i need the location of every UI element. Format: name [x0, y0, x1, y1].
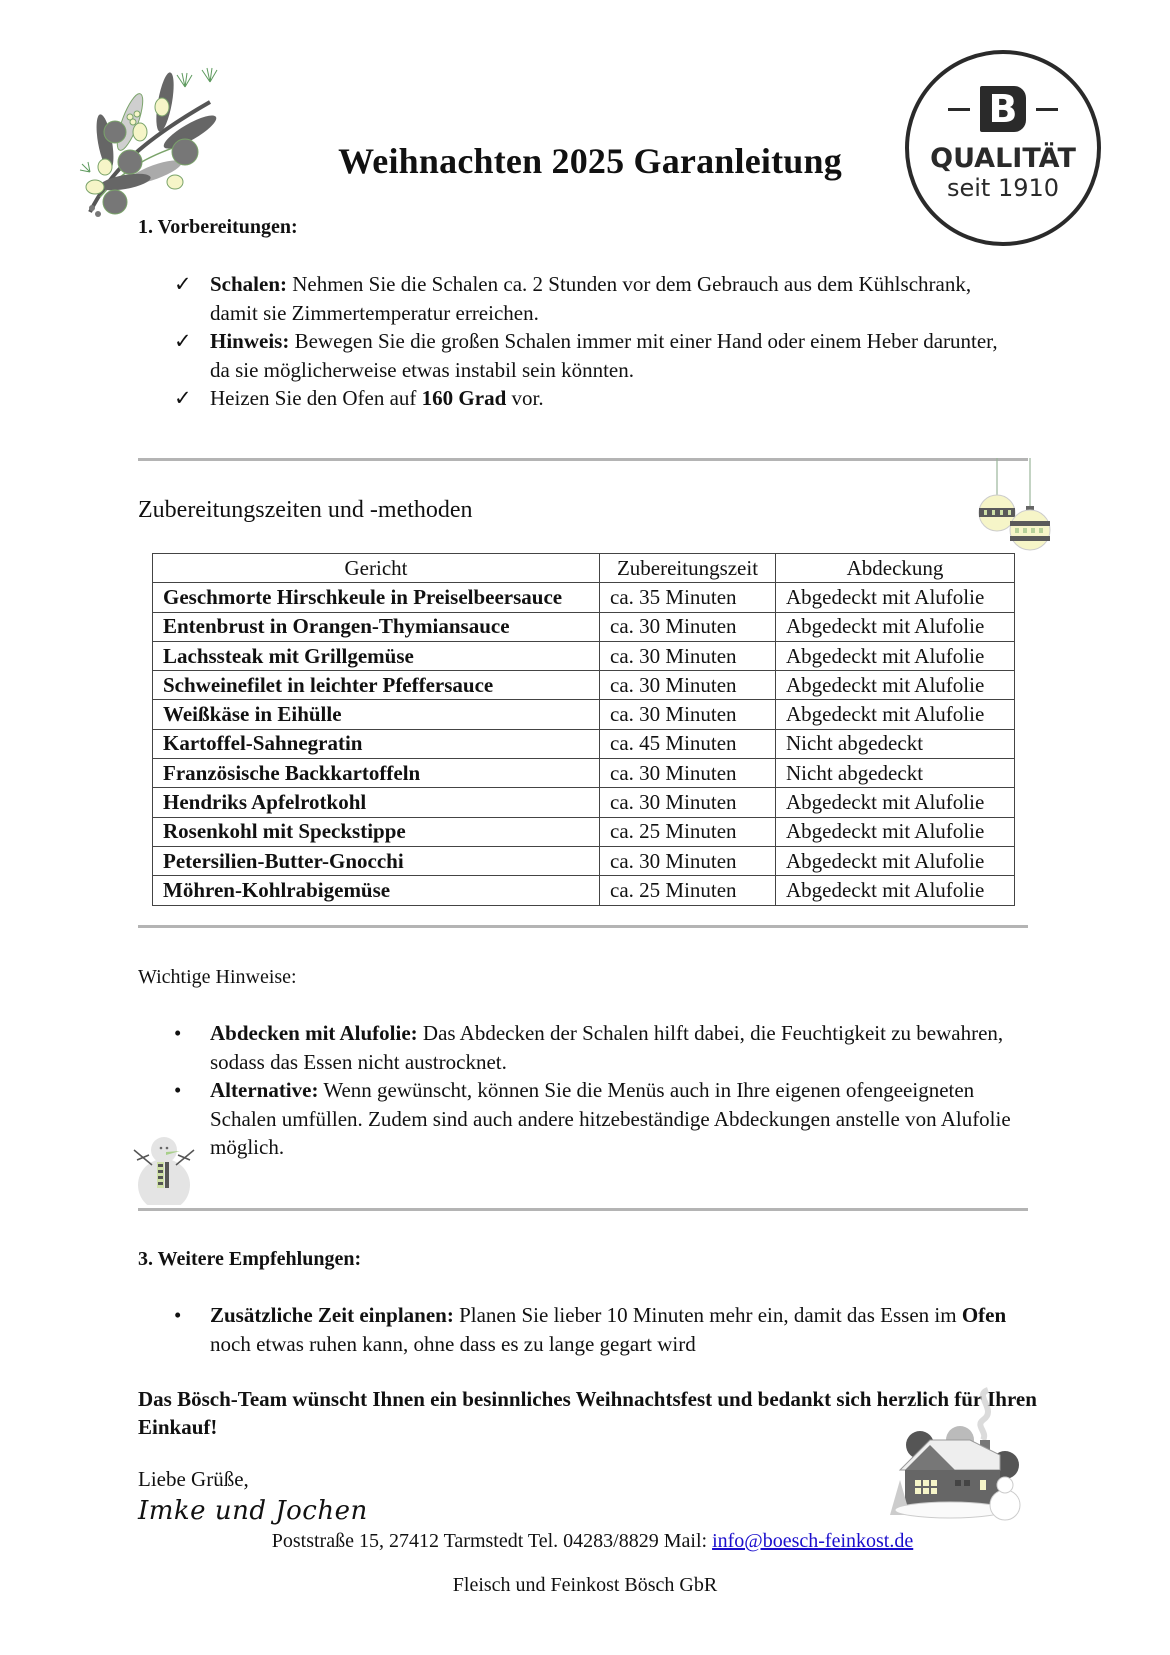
bullet-icon: • [174, 1021, 182, 1045]
prep-time: ca. 30 Minuten [600, 671, 776, 700]
greeting: Liebe Grüße, [138, 1467, 249, 1491]
item-text: Nehmen Sie die Schalen ca. 2 Stunden vor dem Gebrauch aus dem Kühlschrank, damit sie Zimmertemperatur erreichen. [210, 272, 972, 325]
divider [138, 458, 1028, 461]
table-row [153, 876, 1015, 905]
cover-method: Abgedeckt mit Alufolie [776, 876, 1015, 905]
table-row [153, 846, 1015, 875]
table-row [153, 671, 1015, 700]
page-title: Weihnachten 2025 Garanleitung [338, 141, 842, 181]
prep-time: ca. 35 Minuten [600, 583, 776, 612]
column-header-time: Zubereitungszeit [600, 554, 776, 583]
cover-method: Abgedeckt mit Alufolie [776, 700, 1015, 729]
item-label: Schalen: [210, 272, 288, 296]
logo-letter-row [909, 84, 1097, 134]
signature: Imke und Jochen [138, 1496, 368, 1526]
cover-method: Abgedeckt mit Alufolie [776, 612, 1015, 641]
item-emphasis: 160 Grad [421, 386, 507, 410]
divider [138, 1208, 1028, 1211]
snowman-icon [132, 1130, 202, 1205]
section-heading-recommendations: 3. Weitere Empfehlungen: [138, 1248, 362, 1270]
dish-name: Geschmorte Hirschkeule in Preiselbeersauce [153, 583, 600, 612]
prep-time: ca. 30 Minuten [600, 846, 776, 875]
logo-quality-text: QUALITÄT [930, 143, 1076, 174]
logo-dash-right [1036, 108, 1058, 111]
footer-company: Fleisch und Feinkost Bösch GbR [452, 1574, 718, 1596]
closing-message: Das Bösch-Team wünscht Ihnen ein besinnliches Weihnachtsfest und bedankt sich herzlich für Ihren Einkauf! [138, 1387, 1037, 1439]
section-heading-times: Zubereitungszeiten und -methoden [138, 497, 473, 523]
item-text: noch etwas ruhen kann, ohne dass es zu lange gegart wird [210, 1331, 696, 1356]
list-item [140, 327, 1020, 384]
dish-name: Petersilien-Butter-Gnocchi [153, 846, 600, 875]
table-row [153, 729, 1015, 758]
check-icon: ✓ [174, 329, 192, 353]
item-emphasis: Ofen [961, 1303, 1007, 1327]
table-header-row [153, 554, 1015, 583]
table-row [153, 759, 1015, 788]
recommendations-list [140, 1301, 1040, 1358]
logo-dash-left [948, 108, 970, 111]
list-item [140, 1076, 1020, 1162]
section-heading-notes: Wichtige Hinweise: [138, 966, 297, 988]
check-icon: ✓ [174, 386, 192, 410]
prep-time: ca. 30 Minuten [600, 700, 776, 729]
footer-contact [0, 1530, 1170, 1553]
item-text: Heizen Sie den Ofen auf [210, 386, 422, 410]
logo-since-text: seit 1910 [946, 174, 1060, 202]
section-heading-preparations: 1. Vorbereitungen: [138, 216, 298, 238]
cover-method: Nicht abgedeckt [776, 759, 1015, 788]
item-label: Abdecken mit Alufolie: [210, 1021, 418, 1045]
item-label: Alternative: [210, 1078, 319, 1102]
cover-method: Abgedeckt mit Alufolie [776, 671, 1015, 700]
cover-method: Nicht abgedeckt [776, 729, 1015, 758]
dish-name: Lachssteak mit Grillgemüse [153, 641, 600, 670]
column-header-cover: Abdeckung [776, 554, 1015, 583]
divider [138, 925, 1028, 928]
email-link[interactable]: info@boesch-feinkost.de [712, 1530, 914, 1552]
dish-name: Hendriks Apfelrotkohl [153, 788, 600, 817]
preparations-list [140, 270, 1020, 413]
dish-name: Entenbrust in Orangen-Thymiansauce [153, 612, 600, 641]
item-label: Zusätzliche Zeit einplanen: [210, 1303, 454, 1327]
prep-time: ca. 25 Minuten [600, 876, 776, 905]
dish-name: Schweinefilet in leichter Pfeffersauce [153, 671, 600, 700]
item-label: Hinweis: [210, 329, 290, 353]
dish-name: Rosenkohl mit Speckstippe [153, 817, 600, 846]
cover-method: Abgedeckt mit Alufolie [776, 846, 1015, 875]
cover-method: Abgedeckt mit Alufolie [776, 817, 1015, 846]
prep-time: ca. 30 Minuten [600, 641, 776, 670]
check-icon: ✓ [174, 272, 192, 296]
prep-time: ca. 25 Minuten [600, 817, 776, 846]
cooking-times-table [152, 553, 1015, 906]
cover-method: Abgedeckt mit Alufolie [776, 788, 1015, 817]
list-item [140, 1019, 1020, 1076]
quality-logo [905, 50, 1101, 246]
cover-method: Abgedeckt mit Alufolie [776, 641, 1015, 670]
notes-list [140, 1019, 1020, 1162]
item-text: vor. [506, 386, 544, 410]
item-text: Wenn gewünscht, können Sie die Menüs auch in Ihre eigenen ofengeeigneten Schalen umfüllen. Zudem sind auch andere hitzebeständige Abdeckungen anstelle von Alufolie möglich. [210, 1078, 1011, 1159]
item-text: Das Abdecken der Schalen hilft dabei, die Feuchtigkeit zu bewahren, sodass das Essen nicht austrocknet. [210, 1021, 1004, 1074]
table-row [153, 612, 1015, 641]
bullet-icon: • [174, 1303, 182, 1327]
bullet-icon: • [174, 1078, 182, 1102]
logo-letter: B [980, 86, 1026, 132]
footer-address: Poststraße 15, 27412 Tarmstedt Tel. 04283/8829 Mail: [271, 1530, 713, 1552]
table-row [153, 583, 1015, 612]
prep-time: ca. 30 Minuten [600, 759, 776, 788]
table-row [153, 641, 1015, 670]
cover-method: Abgedeckt mit Alufolie [776, 583, 1015, 612]
christmas-ornaments-icon [975, 458, 1055, 558]
column-header-dish: Gericht [153, 554, 600, 583]
prep-time: ca. 30 Minuten [600, 788, 776, 817]
dish-name: Kartoffel-Sahnegratin [153, 729, 600, 758]
list-item [140, 1301, 1040, 1358]
winter-house-icon [880, 1385, 1030, 1525]
dish-name: Französische Backkartoffeln [153, 759, 600, 788]
dish-name: Möhren-Kohlrabigemüse [153, 876, 600, 905]
item-text: Bewegen Sie die großen Schalen immer mit einer Hand oder einem Heber darunter, da sie möglicherweise etwas instabil sein könnten. [210, 329, 998, 382]
dish-name: Weißkäse in Eihülle [153, 700, 600, 729]
table-row [153, 700, 1015, 729]
prep-time: ca. 30 Minuten [600, 612, 776, 641]
item-text: Planen Sie lieber 10 Minuten mehr ein, damit das Essen im [453, 1303, 962, 1327]
list-item [140, 270, 1020, 327]
prep-time: ca. 45 Minuten [600, 729, 776, 758]
table-row [153, 817, 1015, 846]
list-item [140, 384, 1020, 413]
table-row [153, 788, 1015, 817]
